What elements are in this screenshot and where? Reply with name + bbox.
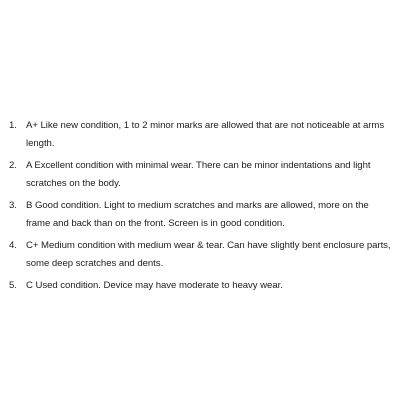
grade-description: B Good condition. Light to medium scratches and marks are allowed, more on the frame and back than on the front. Screen is in good condition. [26,200,369,229]
grade-description: A+ Like new condition, 1 to 2 minor marks are allowed that are not noticeable at arms length. [26,120,385,149]
list-number: 2. [9,160,17,171]
grade-description: C+ Medium condition with medium wear & tear. Can have slightly bent enclosure parts, some deep scratches and dents. [26,240,391,269]
grade-description: C Used condition. Device may have moderate to heavy wear. [26,280,283,291]
list-number: 5. [9,280,17,291]
list-item [0,237,400,272]
list-item [0,277,400,295]
list-item [0,157,400,192]
list-item [0,197,400,232]
list-item [0,117,400,152]
list-number: 1. [9,120,17,131]
condition-grade-list [0,117,400,300]
list-number: 4. [9,240,17,251]
list-number: 3. [9,200,17,211]
grade-description: A Excellent condition with minimal wear. There can be minor indentations and light scratches on the body. [26,160,371,189]
